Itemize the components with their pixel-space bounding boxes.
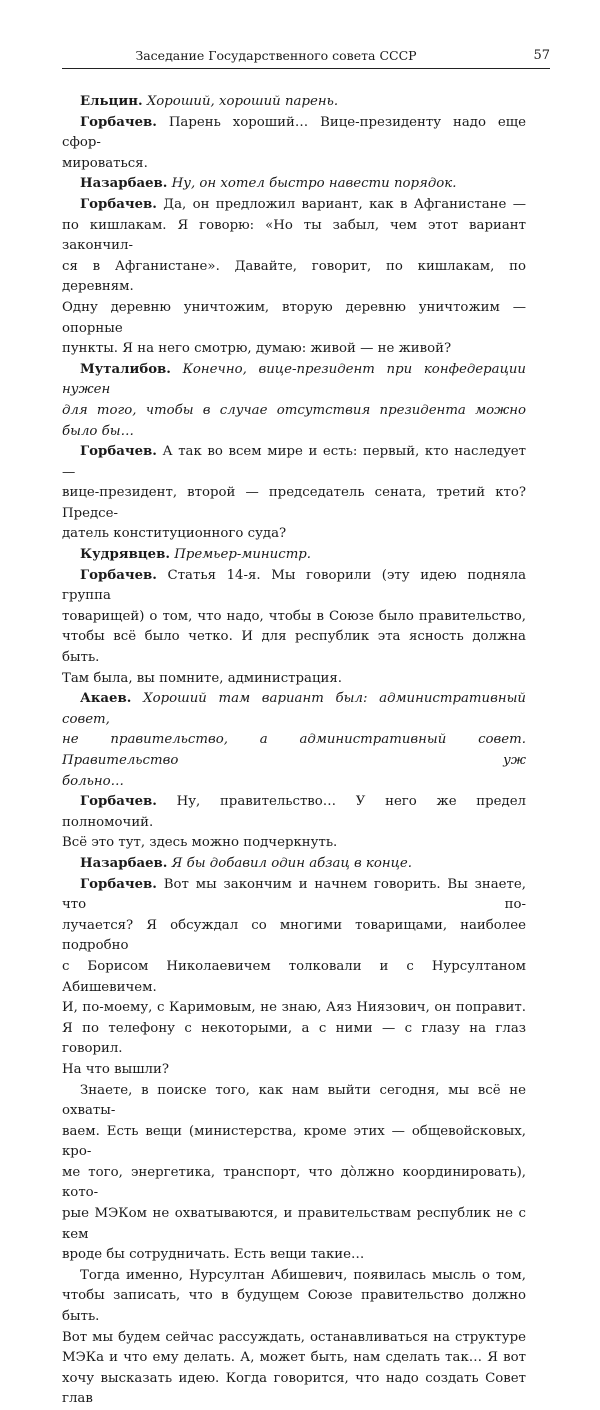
speaker-name: Горбачев. (80, 794, 157, 810)
text-line (62, 1204, 526, 1245)
speech-paragraph (62, 113, 526, 175)
text-line (62, 1266, 526, 1287)
line-text: Парень хороший… Вице-президенту надо еще сфор- (62, 114, 526, 151)
text-line (62, 545, 526, 566)
speaker-name: Муталибов. (80, 361, 171, 377)
text-line (62, 1348, 526, 1369)
line-text: И, по-моему, с Каримовым, не знаю, Аяз Ниязович, он поправит. (62, 1000, 526, 1016)
narrative-paragraph (62, 1266, 526, 1410)
line-text: мироваться. (62, 155, 148, 171)
line-text: Ну, он хотел быстро навести порядок. (171, 176, 457, 192)
speech-paragraph (62, 689, 526, 792)
line-text: Я по телефону с некоторыми, а с ними — с глазу на глаз говорил. (62, 1020, 526, 1057)
text-line (62, 1060, 526, 1081)
text-line (62, 401, 526, 442)
speech-paragraph (62, 566, 526, 690)
text-line (62, 854, 526, 875)
line-text: Я бы добавил один абзац в конце. (171, 855, 413, 871)
line-text: ваем. Есть вещи (министерства, кроме этих — общевойсковых, кро- (62, 1123, 526, 1160)
line-text: Вот мы закончим и начнем говорить. Вы знаете, что по- (62, 876, 526, 913)
running-header-title: Заседание Государственного совета СССР (135, 48, 417, 63)
line-text: товарищей) о том, что надо, чтобы в Союзе было правительство, (62, 608, 526, 624)
line-text: Премьер-министр. (174, 547, 312, 563)
text-line (62, 195, 526, 216)
speech-paragraph (62, 545, 526, 566)
text-line (62, 174, 526, 195)
speech-paragraph (62, 442, 526, 545)
text-line (62, 1328, 526, 1349)
speaker-name: Горбачев. (80, 114, 157, 130)
text-line (62, 998, 526, 1019)
speech-paragraph (62, 92, 526, 113)
line-text: Да, он предложил вариант, как в Афганистане — (163, 196, 526, 212)
line-text: Всё это тут, здесь можно подчеркнуть. (62, 835, 338, 851)
speech-paragraph (62, 875, 526, 1081)
text-line (62, 1245, 526, 1266)
line-text: по кишлакам. Я говорю: «Но ты забыл, чем этот вариант закончил- (62, 217, 526, 254)
speaker-name: Горбачев. (80, 876, 157, 892)
text-line (62, 957, 526, 998)
line-text: вице-президент, второй — председатель сената, третий кто? Предсе- (62, 485, 526, 521)
line-text: Хороший, хороший парень. (146, 94, 339, 109)
speaker-name: Горбачев. (80, 196, 157, 212)
text-line (62, 916, 526, 957)
transcript-body (62, 92, 526, 1410)
speech-paragraph (62, 195, 526, 360)
text-line (62, 875, 526, 916)
line-text: Ну, правительство… У него же предел полномочий. (62, 794, 527, 830)
line-text: датель конституционного суда? (62, 526, 287, 542)
speaker-name: Ельцин. (80, 94, 143, 109)
text-line (62, 833, 526, 854)
text-line (62, 730, 526, 771)
text-line (62, 1163, 526, 1204)
speech-paragraph (62, 792, 526, 854)
text-line (62, 689, 526, 730)
line-text: А так во всем мире и есть: первый, кто наследует — (62, 444, 526, 480)
page-number: 57 (533, 48, 550, 63)
text-line (62, 360, 526, 401)
text-line (62, 1019, 526, 1060)
text-line (62, 339, 526, 360)
line-text: больно… (62, 773, 124, 789)
text-line (62, 1286, 526, 1327)
text-line (62, 524, 526, 545)
line-text: МЭКа и что ему делать. А, может быть, нам сделать так… Я вот (62, 1350, 526, 1366)
text-line (62, 566, 526, 607)
text-line (62, 792, 526, 833)
line-text: хочу высказать идею. Когда говорится, что надо создать Совет глав (62, 1370, 526, 1407)
line-text: На что вышли? (62, 1061, 169, 1077)
line-text: не правительство, а административный совет. Правительство уж (62, 732, 526, 768)
line-text: Тогда именно, Нурсултан Абишевич, появилась мысль о том, (80, 1267, 526, 1283)
text-line (62, 607, 526, 628)
line-text: Вот мы будем сейчас рассуждать, останавливаться на структуре (62, 1329, 526, 1345)
running-header (62, 46, 550, 69)
speaker-name: Назарбаев. (80, 855, 168, 871)
speaker-name: Назарбаев. (80, 176, 168, 192)
text-line (62, 1081, 526, 1122)
line-text: лучается? Я обсуждал со многими товарищами, наиболее подробно (62, 917, 526, 954)
text-line (62, 772, 526, 793)
speaker-name: Горбачев. (80, 444, 157, 460)
speaker-name: Кудрявцев. (80, 547, 170, 563)
line-text: вроде бы сотрудничать. Есть вещи такие… (62, 1247, 365, 1263)
text-line (62, 1369, 526, 1410)
line-text: Статья 14-я. Мы говорили (эту идею подняла группа (62, 567, 526, 604)
line-text: с Борисом Николаевичем толковали и с Нурсултаном Абишевичем. (62, 958, 526, 995)
line-text: Там была, вы помните, администрация. (62, 670, 343, 686)
text-line (62, 257, 526, 298)
line-text: для того, чтобы в случае отсутствия президента можно было бы… (62, 402, 526, 439)
line-text: Конечно, вице-президент при конфедерации нужен (62, 361, 526, 398)
line-text: Знаете, в поиске того, как нам выйти сегодня, мы всё не охваты- (62, 1082, 526, 1119)
text-line (62, 92, 526, 113)
line-text: чтобы записать, что в будущем Союзе правительство должно быть. (62, 1288, 526, 1325)
text-line (62, 154, 526, 175)
text-line (62, 669, 526, 690)
speaker-name: Горбачев. (80, 567, 157, 583)
text-line (62, 216, 526, 257)
line-text: рые МЭКом не охватываются, и правительствам республик не с кем (62, 1206, 526, 1242)
line-text: Одну деревню уничтожим, вторую деревню уничтожим — опорные (62, 299, 526, 336)
speech-paragraph (62, 174, 526, 195)
text-line (62, 298, 526, 339)
speech-paragraph (62, 360, 526, 442)
line-text: Хороший там вариант был: административный совет, (62, 691, 526, 727)
text-line (62, 442, 526, 483)
text-line (62, 1122, 526, 1163)
speech-paragraph (62, 854, 526, 875)
text-line (62, 483, 526, 524)
narrative-paragraph (62, 1081, 526, 1266)
line-text: пункты. Я на него смотрю, думаю: живой — не живой? (62, 341, 452, 357)
text-line (62, 627, 526, 668)
line-text: ся в Афганистане». Давайте, говорит, по кишлакам, по деревням. (62, 258, 526, 295)
text-line (62, 113, 526, 154)
line-text: чтобы всё было четко. И для республик эта ясность должна быть. (62, 629, 526, 666)
line-text: ме того, энергетика, транспорт, что до̀лжно координировать), кото- (62, 1164, 526, 1201)
speaker-name: Акаев. (80, 691, 132, 707)
